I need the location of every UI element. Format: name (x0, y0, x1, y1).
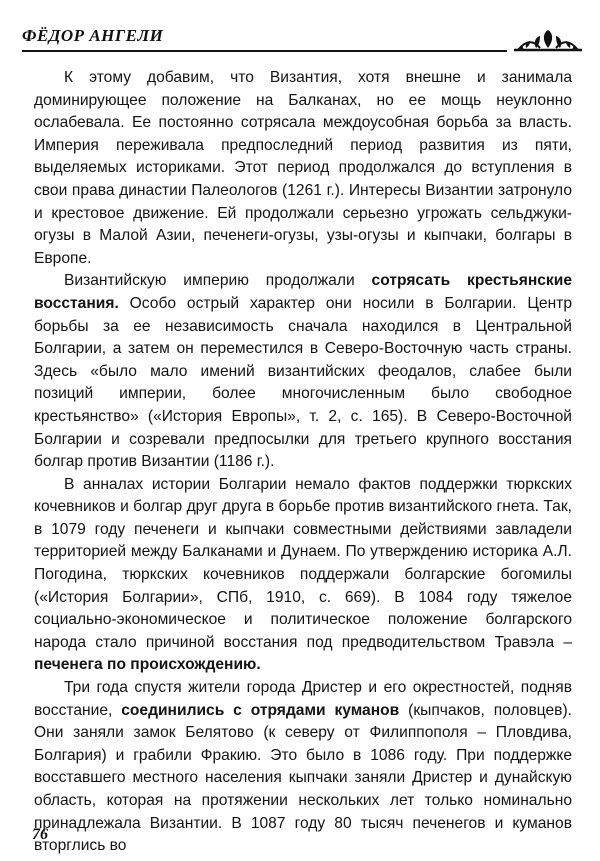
header-ornament-icon (512, 28, 584, 52)
page-header (22, 22, 584, 52)
body-text (34, 67, 572, 858)
header-rule (22, 50, 507, 52)
emphasis-pecheneg-origin: печенега по происхождению. (34, 656, 261, 674)
paragraph-4: Три года спустя жители города Дристер и его окрестностей, подняв восстание, соединились с отрядами куманов (кыпчаков, половцев). Они заняли замок Белятово (к северу от Филиппополя – Пловдива, Болгария) и грабили Фракию. Это было в 1086 году. При поддержке восставшего местного населения кыпчаки заняли Дристер и дунайскую область, которая на протяжении нескольких лет только номинально принадлежала Византии. В 1087 году 80 тысяч печенегов и куманов вторглись во (34, 679, 572, 855)
emphasis-cumans: соединились с отрядами куманов (121, 701, 400, 719)
page-number: 76 (32, 826, 48, 843)
paragraph-1: К этому добавим, что Византия, хотя внешне и занимала доминирующее положение на Балканах, но ее мощь неуклонно ослабевала. Ее постоянно сотрясала междоусобная борьба за власть. Империя переживала предпоследний период развития из пяти, выделяемых историками. Этот период продолжался до вступления в свои права династии Палеологов (1261 г.). Интересы Византии затронуло и крестовое движение. Ей продолжали серьезно угрожать сельджуки-огузы в Малой Азии, печенеги-огузы, узы-огузы и кыпчаки, болгары в Европе. (34, 69, 572, 267)
paragraph-2: Византийскую империю продолжали сотрясать крестьянские восстания. Особо острый характер они носили в Болгарии. Центр борьбы за ее независимость сначала находился в Центральной Болгарии, а затем он переместился в Северо-Восточную часть страны. Здесь «было мало имений византийских феодалов, слабее были позиций империи, более многочисленным было свободное крестьянство» («История Европы», т. 2, с. 165). В Северо-Восточной Болгарии и созревали предпосылки для третьего крупного восстания болгар против Византии (1186 г.). (34, 272, 572, 471)
paragraph-3: В анналах истории Болгарии немало фактов поддержки тюркских кочевников и болгар друг друга в борьбе против византийского гнета. Так, в 1079 году печенеги и кыпчаки совместными действиями завладели территорией между Балканами и Дунаем. По утверждению историка А.Л. Погодина, тюркских кочевников поддержали болгарские богомилы («История Болгарии», СПб, 1910, с. 669). В 1084 году тяжелое социально-экономическое и политическое положение болгарского народа стало причиной восстания под предводительством Травэла – печенега по происхождению. (34, 475, 572, 674)
running-head-author: ФЁДОР АНГЕЛИ (22, 26, 164, 45)
emphasis-uprisings: сотрясать крестьянские восстания. (34, 272, 572, 312)
